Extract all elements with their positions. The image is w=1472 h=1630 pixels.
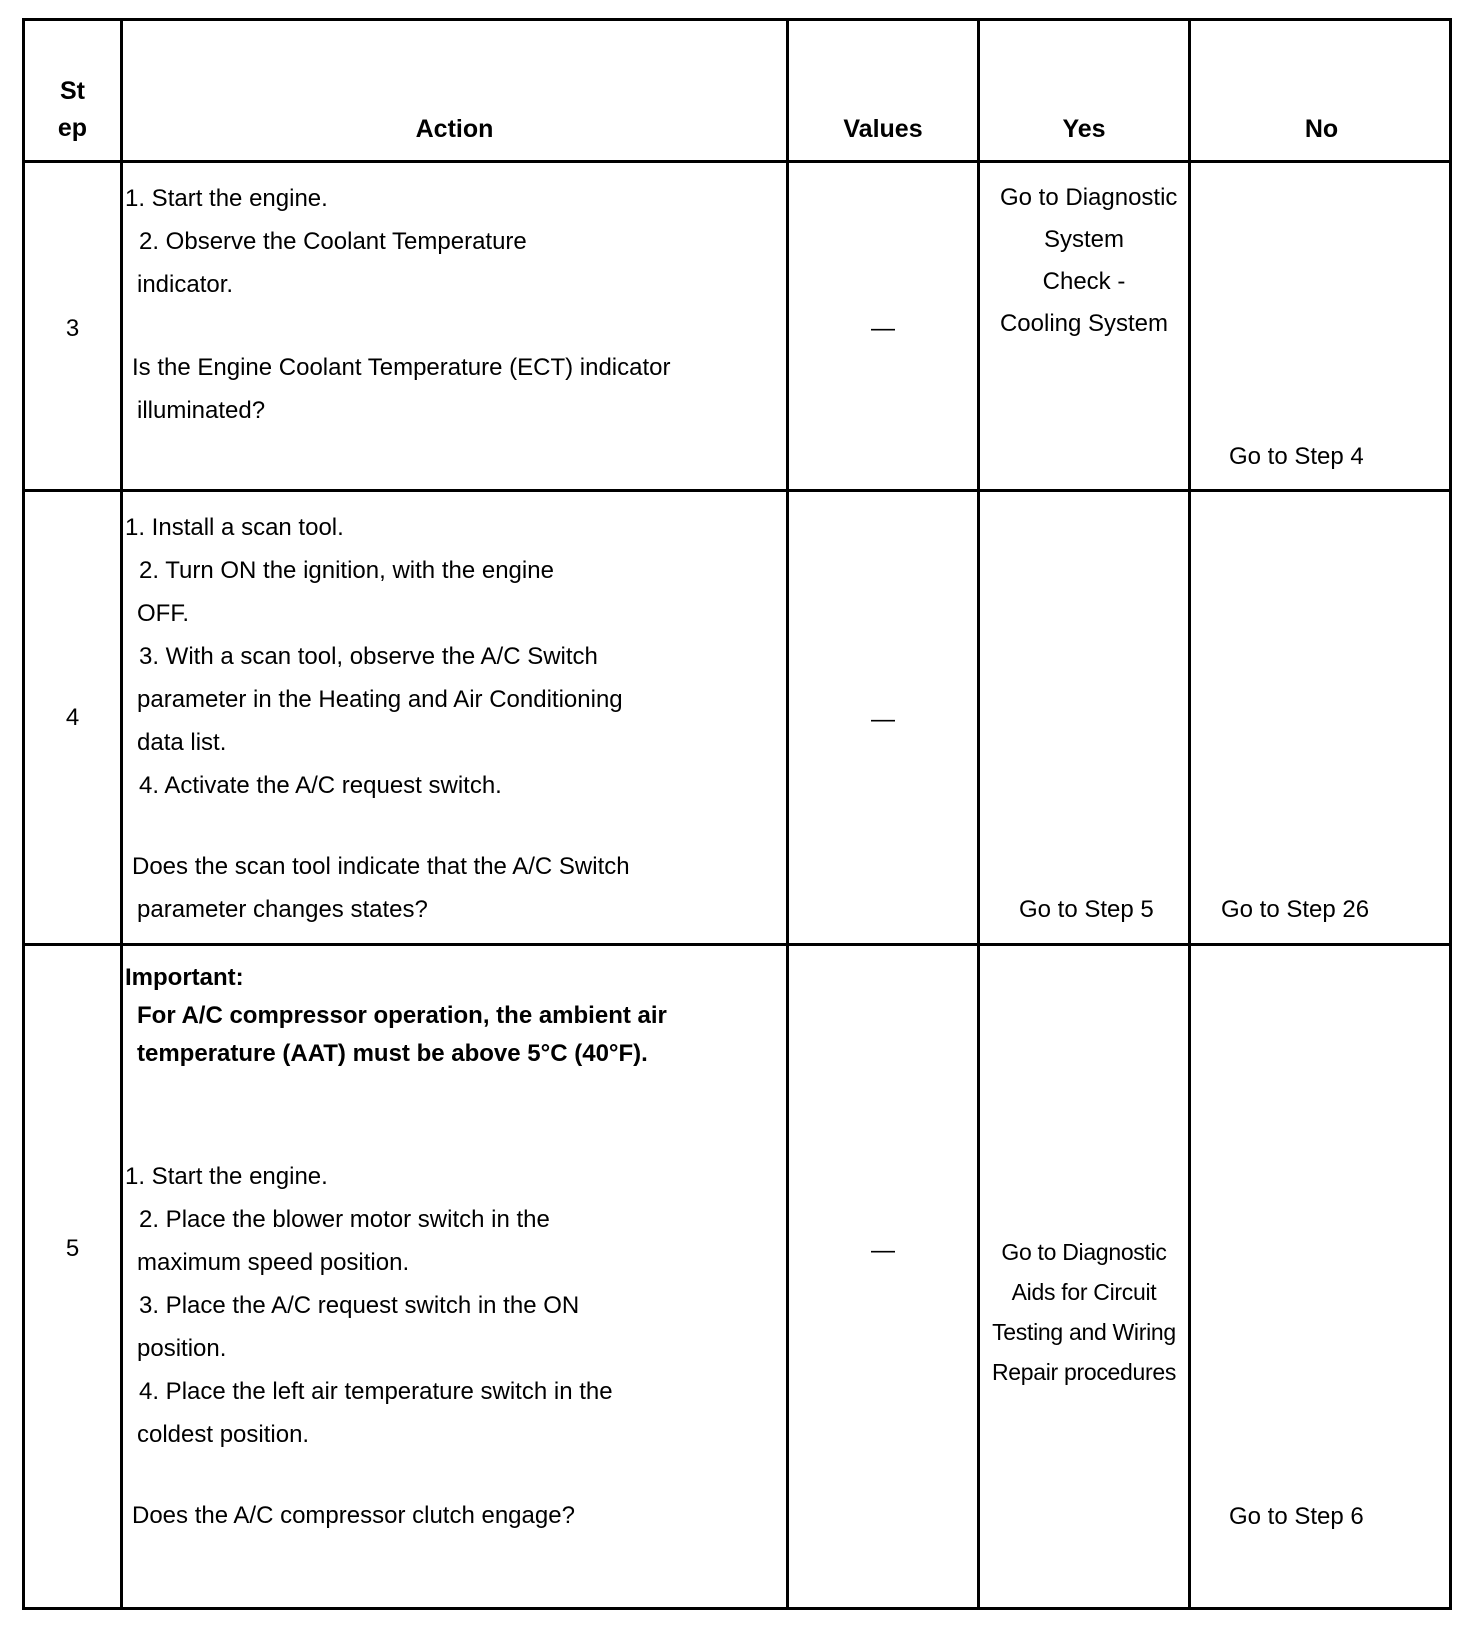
step-number: 3 — [65, 315, 80, 342]
action-text: 1. Start the engine. 2. Observe the Coolant Temperature indicator. Is the Engine Coolant Temperature (ECT) indicator illuminated? — [125, 185, 671, 424]
yes-link[interactable]: Go to Step 5 — [1019, 896, 1154, 923]
header-values: Values — [843, 115, 923, 143]
row-divider — [25, 489, 1449, 492]
yes-link[interactable]: Go to Diagnostic Aids for Circuit Testing and Wiring Repair procedures — [991, 1239, 1177, 1385]
step-number: 4 — [65, 704, 80, 731]
step-number: 5 — [65, 1235, 80, 1262]
column-divider — [120, 21, 123, 1607]
yes-link[interactable]: Go to Diagnostic System Check - Cooling System — [999, 184, 1178, 337]
values-text: — — [871, 1237, 895, 1264]
no-link[interactable]: Go to Step 26 — [1221, 896, 1370, 923]
header-yes: Yes — [1062, 115, 1106, 143]
important-label: Important: — [125, 964, 244, 991]
header-no: No — [1304, 115, 1339, 143]
column-divider — [786, 21, 789, 1607]
action-text: 1. Install a scan tool. 2. Turn ON the ignition, with the engine OFF. 3. With a scan tool, observe the A/C Switch parameter in the Heating and Air Conditioning data list. 4. Activate the A/C request switch. Does the scan tool indicate that the A/C Switch parameter changes states? — [125, 514, 630, 923]
important-note: For A/C compressor operation, the ambient air temperature (AAT) must be above 5°C (40°F). — [137, 1002, 667, 1067]
row-divider — [25, 160, 1449, 163]
no-link[interactable]: Go to Step 4 — [1229, 443, 1364, 470]
diagnostic-table — [22, 18, 1452, 1610]
column-divider — [1188, 21, 1191, 1607]
row-divider — [25, 943, 1449, 946]
no-link[interactable]: Go to Step 6 — [1229, 1503, 1364, 1530]
header-step: St ep — [57, 77, 88, 142]
action-text: 1. Start the engine. 2. Place the blower motor switch in the maximum speed position. 3. Place the A/C request switch in the ON position. 4. Place the left air temperature switch in the coldest position. Does the A/C compressor clutch engage? — [125, 1163, 613, 1529]
values-text: — — [871, 706, 895, 733]
header-action: Action — [415, 115, 494, 143]
values-text: — — [871, 315, 895, 342]
